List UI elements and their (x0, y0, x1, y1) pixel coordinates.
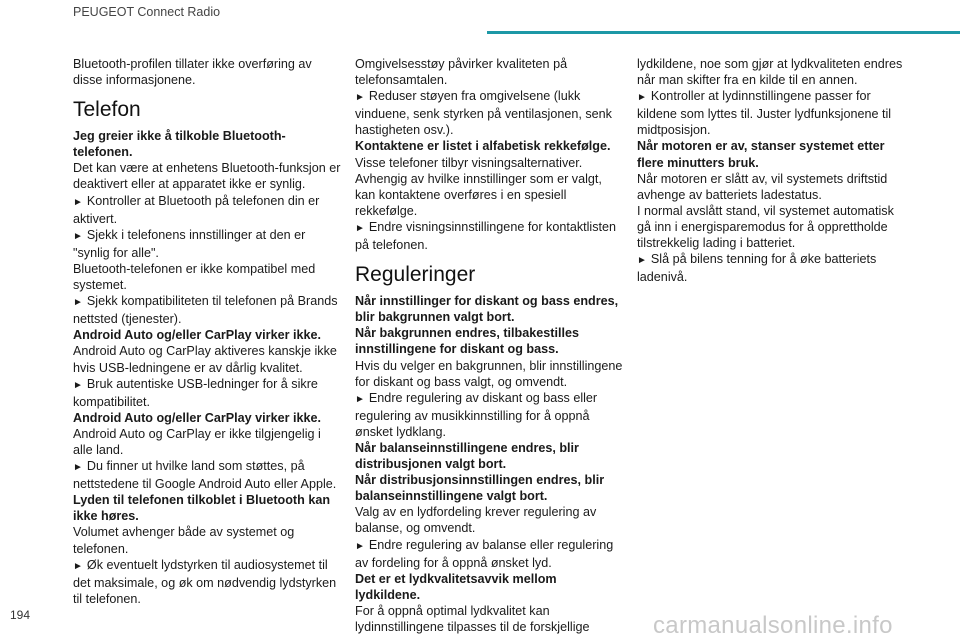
answer: Valg av en lydfordeling krever regulering av balanse, og omvendt. (355, 505, 597, 536)
paragraph: Omgivelsesstøy påvirker kvaliteten på telefonsamtalen. (355, 57, 568, 88)
answer: Volumet avhenger både av systemet og telefonen. (73, 525, 295, 556)
arrow-bullet-icon: ► (73, 462, 83, 474)
arrow-bullet-icon: ► (637, 255, 647, 267)
step: ► Sjekk i telefonens innstillinger at den er "synlig for alle". (73, 227, 306, 260)
step: ► Bruk autentiske USB-ledninger for å sikre kompatibilitet. (73, 376, 318, 409)
arrow-bullet-icon: ► (73, 196, 83, 208)
arrow-bullet-icon: ► (73, 297, 83, 309)
question: Jeg greier ikke å tilkoble Bluetooth-telefonen. (73, 129, 286, 160)
step: ► Reduser støyen fra omgivelsene (lukk vinduene, senk styrken på ventilasjonen, senk hastigheten osv.). (355, 89, 612, 138)
step: ► Kontroller at Bluetooth på telefonen din er aktivert. (73, 193, 320, 226)
arrow-bullet-icon: ► (637, 92, 647, 104)
question: Android Auto og/eller CarPlay virker ikke. (73, 328, 321, 343)
section-heading-reguleringer: Reguleringer (355, 263, 476, 287)
question: Når distribusjonsinnstillingen endres, blir balanseinnstillingene valgt bort. (355, 473, 605, 504)
arrow-bullet-icon: ► (355, 222, 365, 234)
running-header-title: PEUGEOT Connect Radio (73, 5, 221, 19)
answer: Visse telefoner tilbyr visningsalternativer. Avhengig av hvilke innstillinger som er valgt, kan kontaktene overføres i en spesiell rekkefølge. (355, 155, 602, 218)
answer: Det kan være at enhetens Bluetooth-funksjon er deaktivert eller at apparatet ikke er synlig. (73, 161, 341, 192)
question: Når bakgrunnen endres, tilbakestilles innstillingene for diskant og bass. (355, 326, 579, 357)
answer: Android Auto og CarPlay er ikke tilgjengelig i alle land. (73, 426, 321, 457)
arrow-bullet-icon: ► (73, 560, 83, 572)
arrow-bullet-icon: ► (355, 393, 365, 405)
step: ► Du finner ut hvilke land som støttes, på nettstedene til Google Android Auto eller Apple. (73, 459, 337, 492)
answer: I normal avslått stand, vil systemet automatisk gå inn i energisparemodus for å opprettholde tilstrekkelig lading i batteriet. (637, 203, 894, 251)
column-3 (637, 56, 905, 285)
paragraph: lydkildene, noe som gjør at lydkvaliteten endres når man skifter fra en kilde til en annen. (637, 57, 903, 88)
question: Når innstillinger for diskant og bass endres, blir bakgrunnen valgt bort. (355, 294, 619, 325)
page-number: 194 (10, 608, 31, 622)
arrow-bullet-icon: ► (73, 379, 83, 391)
question: Kontaktene er listet i alfabetisk rekkefølge. (355, 139, 611, 154)
step: ► Slå på bilens tenning for å øke batteriets ladenivå. (637, 252, 877, 285)
section-heading-telefon: Telefon (73, 98, 141, 122)
question: Android Auto og/eller CarPlay virker ikke. (73, 410, 321, 425)
step: ► Endre visningsinnstillingene for kontaktlisten på telefonen. (355, 219, 617, 253)
arrow-bullet-icon: ► (73, 230, 83, 242)
watermark: carmanualsonline.info (653, 612, 893, 639)
answer: Hvis du velger en bakgrunnen, blir innstillingene for diskant og bass valgt, og omvendt. (355, 358, 623, 389)
question: Når motoren er av, stanser systemet etter flere minutters bruk. (637, 139, 885, 170)
step: ► Sjekk kompatibiliteten til telefonen på Brands nettsted (tjenester). (73, 294, 338, 327)
header-accent-bar (487, 31, 960, 34)
answer: Bluetooth-telefonen er ikke kompatibel med systemet. (73, 261, 316, 293)
arrow-bullet-icon: ► (355, 92, 365, 104)
question: Det er et lydkvalitetsavvik mellom lydkildene. (355, 571, 557, 602)
question: Lyden til telefonen tilkoblet i Bluetooth kan ikke høres. (73, 493, 331, 524)
step: ► Kontroller at lydinnstillingene passer for kildene som lyttes til. Juster lydfunksjonene til midtposisjon. (637, 89, 892, 138)
step: ► Endre regulering av diskant og bass eller regulering av musikkinnstilling for å oppnå ønsket lydklang. (355, 390, 598, 439)
answer: Når motoren er slått av, vil systemets driftstid avhenge av batteriets ladestatus. (637, 171, 888, 202)
answer: Android Auto og CarPlay aktiveres kanskje ikke hvis USB-ledningene er av dårlig kvalitet. (73, 344, 337, 375)
step: ► Øk eventuelt lydstyrken til audiosystemet til det maksimale, og øk om nødvendig lydstyrken til telefonen. (73, 557, 337, 606)
arrow-bullet-icon: ► (355, 540, 365, 552)
column-1 (73, 56, 341, 607)
step: ► Endre regulering av balanse eller regulering av fordeling for å oppnå ønsket lyd. (355, 537, 614, 570)
question: Når balanseinnstillingene endres, blir distribusjonen valgt bort. (355, 440, 579, 472)
column-2 (355, 56, 623, 635)
paragraph: Bluetooth-profilen tillater ikke overføring av disse informasjonene. (73, 57, 312, 88)
answer: For å oppnå optimal lydkvalitet kan lydinnstillingene tilpasses til de forskjellige (355, 603, 590, 634)
